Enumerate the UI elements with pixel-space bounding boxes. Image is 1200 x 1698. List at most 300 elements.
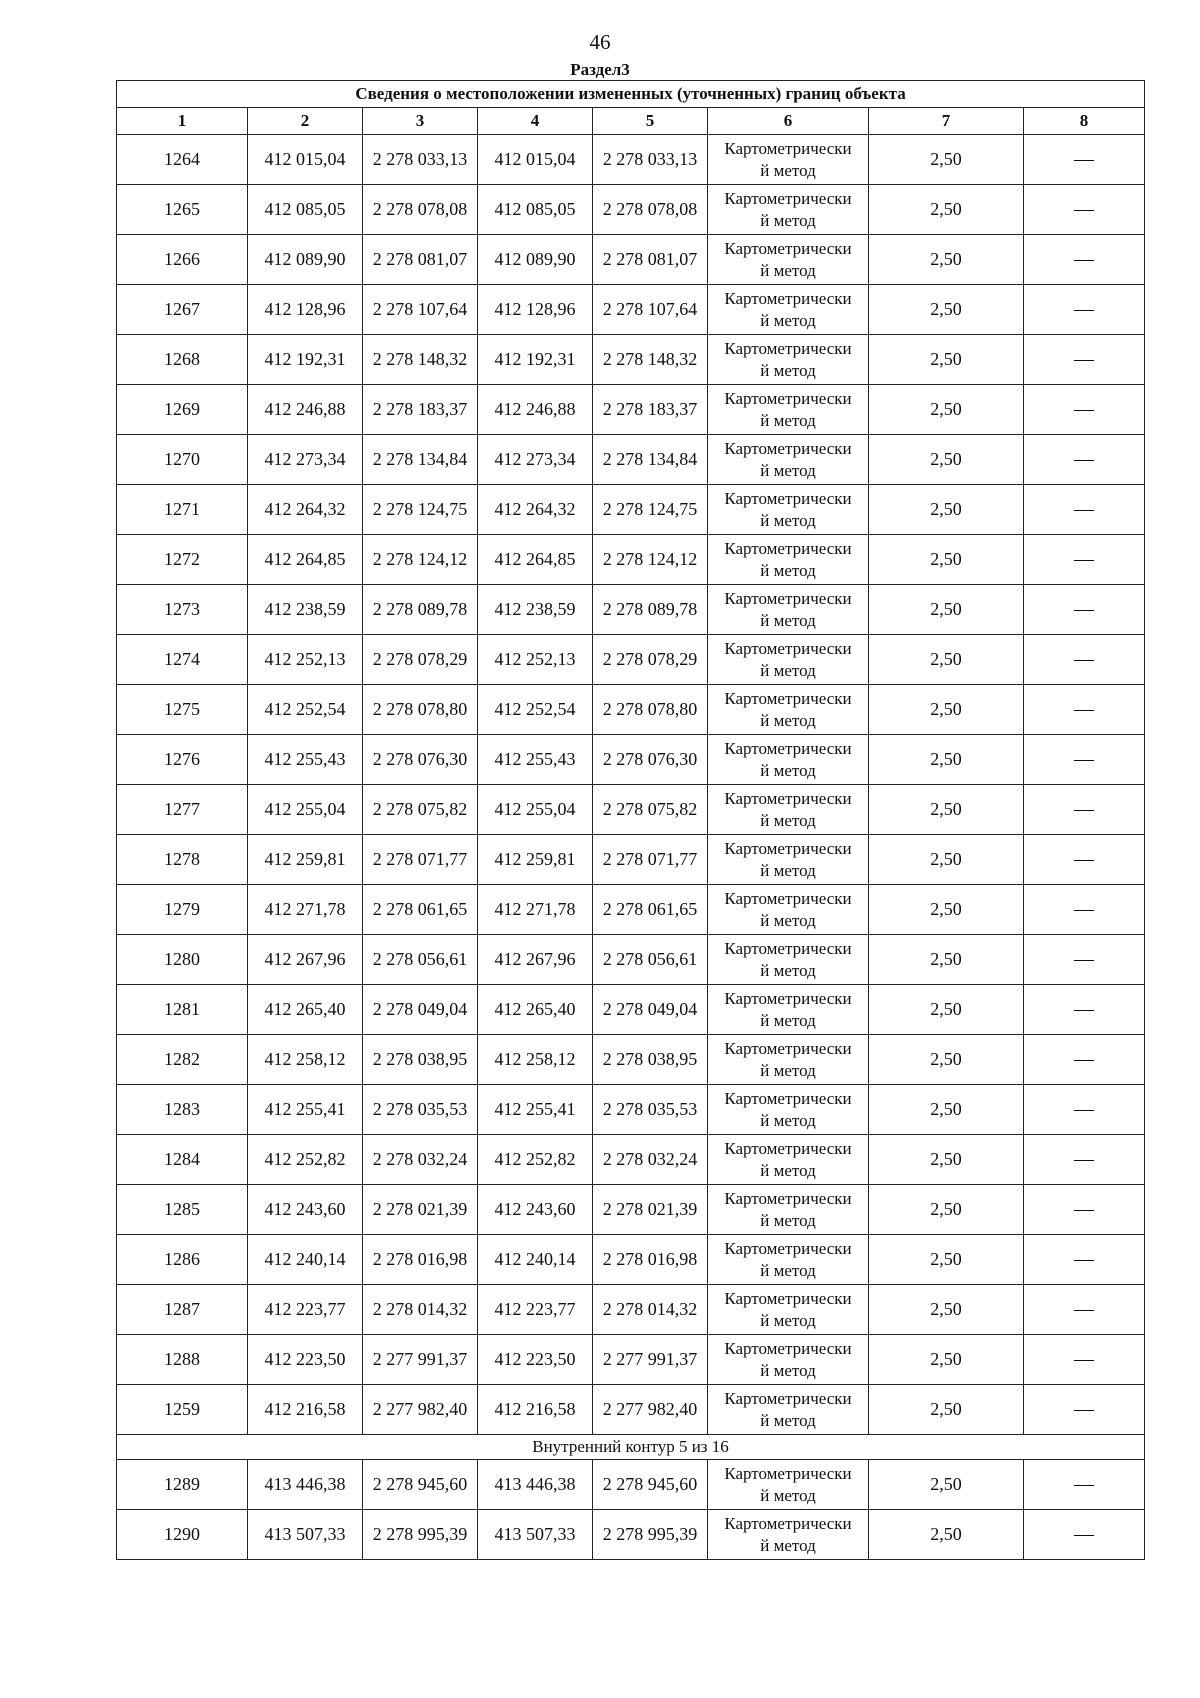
coord-y-refined: 2 278 014,32 bbox=[593, 1285, 708, 1335]
coord-y-existing: 2 278 071,77 bbox=[363, 835, 478, 885]
method-text-line1: Картометрически bbox=[724, 688, 852, 708]
coord-y-refined: 2 278 134,84 bbox=[593, 435, 708, 485]
point-number: 1277 bbox=[117, 785, 248, 835]
empty-dash: — bbox=[1024, 1335, 1145, 1385]
method-cell bbox=[708, 1185, 869, 1235]
method-text-line2: й метод bbox=[760, 760, 816, 780]
point-number: 1276 bbox=[117, 735, 248, 785]
coord-y-existing: 2 278 183,37 bbox=[363, 385, 478, 435]
method-cell bbox=[708, 985, 869, 1035]
column-number: 5 bbox=[593, 108, 708, 135]
coord-y-refined: 2 278 078,80 bbox=[593, 685, 708, 735]
coord-x-existing: 412 252,54 bbox=[248, 685, 363, 735]
method-text-line1: Картометрически bbox=[724, 138, 852, 158]
coord-y-refined: 2 278 124,75 bbox=[593, 485, 708, 535]
coord-x-existing: 412 085,05 bbox=[248, 185, 363, 235]
coord-x-existing: 412 264,85 bbox=[248, 535, 363, 585]
method-text-line1: Картометрически bbox=[724, 888, 852, 908]
coord-x-existing: 412 240,14 bbox=[248, 1235, 363, 1285]
method-text-line2: й метод bbox=[760, 610, 816, 630]
empty-dash: — bbox=[1024, 1085, 1145, 1135]
contour-section bbox=[117, 1435, 1145, 1460]
coord-x-existing: 412 223,77 bbox=[248, 1285, 363, 1335]
point-number: 1279 bbox=[117, 885, 248, 935]
coord-y-existing: 2 278 134,84 bbox=[363, 435, 478, 485]
accuracy-value: 2,50 bbox=[869, 1135, 1024, 1185]
table-row bbox=[117, 1185, 1145, 1235]
coord-x-refined: 412 246,88 bbox=[478, 385, 593, 435]
accuracy-value: 2,50 bbox=[869, 435, 1024, 485]
coord-y-refined: 2 278 021,39 bbox=[593, 1185, 708, 1235]
method-text-line1: Картометрически bbox=[724, 938, 852, 958]
coord-x-existing: 412 089,90 bbox=[248, 235, 363, 285]
method-text-line2: й метод bbox=[760, 1210, 816, 1230]
empty-dash: — bbox=[1024, 1185, 1145, 1235]
point-number: 1272 bbox=[117, 535, 248, 585]
coord-x-refined: 412 258,12 bbox=[478, 1035, 593, 1085]
table-row bbox=[117, 485, 1145, 535]
table-title: Сведения о местоположении измененных (уточненных) границ объекта bbox=[117, 81, 1145, 108]
method-cell bbox=[708, 535, 869, 585]
coord-x-existing: 412 192,31 bbox=[248, 335, 363, 385]
method-text-line1: Картометрически bbox=[724, 488, 852, 508]
accuracy-value: 2,50 bbox=[869, 1085, 1024, 1135]
accuracy-value: 2,50 bbox=[869, 1235, 1024, 1285]
empty-dash: — bbox=[1024, 1235, 1145, 1285]
method-cell bbox=[708, 585, 869, 635]
coord-x-refined: 412 252,82 bbox=[478, 1135, 593, 1185]
accuracy-value: 2,50 bbox=[869, 135, 1024, 185]
method-text-line2: й метод bbox=[760, 1485, 816, 1505]
coord-x-existing: 412 238,59 bbox=[248, 585, 363, 635]
coord-x-existing: 412 246,88 bbox=[248, 385, 363, 435]
coord-y-refined: 2 278 089,78 bbox=[593, 585, 708, 635]
accuracy-value: 2,50 bbox=[869, 335, 1024, 385]
method-text-line1: Картометрически bbox=[724, 1238, 852, 1258]
coord-y-refined: 2 278 035,53 bbox=[593, 1085, 708, 1135]
point-number: 1282 bbox=[117, 1035, 248, 1085]
point-number: 1267 bbox=[117, 285, 248, 335]
column-number: 2 bbox=[248, 108, 363, 135]
accuracy-value: 2,50 bbox=[869, 1185, 1024, 1235]
coord-x-refined: 412 271,78 bbox=[478, 885, 593, 935]
point-number: 1264 bbox=[117, 135, 248, 185]
empty-dash: — bbox=[1024, 185, 1145, 235]
column-number: 1 bbox=[117, 108, 248, 135]
accuracy-value: 2,50 bbox=[869, 285, 1024, 335]
point-number: 1278 bbox=[117, 835, 248, 885]
accuracy-value: 2,50 bbox=[869, 385, 1024, 435]
method-text-line2: й метод bbox=[760, 810, 816, 830]
method-text-line1: Картометрически bbox=[724, 1513, 852, 1533]
column-number: 7 bbox=[869, 108, 1024, 135]
table-row bbox=[117, 235, 1145, 285]
table-row bbox=[117, 1085, 1145, 1135]
accuracy-value: 2,50 bbox=[869, 685, 1024, 735]
method-text-line2: й метод bbox=[760, 310, 816, 330]
accuracy-value: 2,50 bbox=[869, 1335, 1024, 1385]
coord-y-existing: 2 278 124,75 bbox=[363, 485, 478, 535]
coord-y-existing: 2 278 056,61 bbox=[363, 935, 478, 985]
method-cell bbox=[708, 135, 869, 185]
empty-dash: — bbox=[1024, 485, 1145, 535]
coord-x-refined: 412 264,32 bbox=[478, 485, 593, 535]
accuracy-value: 2,50 bbox=[869, 635, 1024, 685]
coord-y-refined: 2 278 078,29 bbox=[593, 635, 708, 685]
point-number: 1266 bbox=[117, 235, 248, 285]
coord-x-existing: 412 271,78 bbox=[248, 885, 363, 935]
column-number: 8 bbox=[1024, 108, 1145, 135]
coord-x-refined: 412 252,13 bbox=[478, 635, 593, 685]
empty-dash: — bbox=[1024, 285, 1145, 335]
method-text-line2: й метод bbox=[760, 1360, 816, 1380]
point-number: 1274 bbox=[117, 635, 248, 685]
method-text-line2: й метод bbox=[760, 910, 816, 930]
method-text-line2: й метод bbox=[760, 1010, 816, 1030]
method-text-line2: й метод bbox=[760, 710, 816, 730]
table-row bbox=[117, 1335, 1145, 1385]
table-row bbox=[117, 885, 1145, 935]
method-text-line2: й метод bbox=[760, 960, 816, 980]
method-text-line1: Картометрически bbox=[724, 1188, 852, 1208]
point-number: 1289 bbox=[117, 1460, 248, 1510]
table-row bbox=[117, 635, 1145, 685]
table-row bbox=[117, 185, 1145, 235]
accuracy-value: 2,50 bbox=[869, 735, 1024, 785]
column-number: 3 bbox=[363, 108, 478, 135]
coord-x-refined: 412 267,96 bbox=[478, 935, 593, 985]
coord-x-refined: 412 252,54 bbox=[478, 685, 593, 735]
empty-dash: — bbox=[1024, 235, 1145, 285]
method-text-line1: Картометрически bbox=[724, 588, 852, 608]
coord-x-refined: 412 240,14 bbox=[478, 1235, 593, 1285]
coord-y-refined: 2 277 982,40 bbox=[593, 1385, 708, 1435]
table-row bbox=[117, 785, 1145, 835]
empty-dash: — bbox=[1024, 535, 1145, 585]
method-text-line1: Картометрически bbox=[724, 638, 852, 658]
method-text-line1: Картометрически bbox=[724, 1463, 852, 1483]
coord-y-existing: 2 277 982,40 bbox=[363, 1385, 478, 1435]
method-text-line1: Картометрически bbox=[724, 388, 852, 408]
coord-y-existing: 2 277 991,37 bbox=[363, 1335, 478, 1385]
coord-y-existing: 2 278 021,39 bbox=[363, 1185, 478, 1235]
accuracy-value: 2,50 bbox=[869, 1385, 1024, 1435]
table-row bbox=[117, 585, 1145, 635]
method-cell bbox=[708, 385, 869, 435]
coord-y-existing: 2 278 089,78 bbox=[363, 585, 478, 635]
contour-label: Внутренний контур 5 из 16 bbox=[117, 1435, 1145, 1460]
table-row bbox=[117, 1385, 1145, 1435]
coord-x-existing: 412 255,43 bbox=[248, 735, 363, 785]
method-text-line2: й метод bbox=[760, 1110, 816, 1130]
column-number-row bbox=[117, 108, 1145, 135]
coord-y-existing: 2 278 076,30 bbox=[363, 735, 478, 785]
coord-y-refined: 2 277 991,37 bbox=[593, 1335, 708, 1385]
table-row bbox=[117, 985, 1145, 1035]
method-cell bbox=[708, 235, 869, 285]
accuracy-value: 2,50 bbox=[869, 535, 1024, 585]
method-text-line1: Картометрически bbox=[724, 1138, 852, 1158]
empty-dash: — bbox=[1024, 985, 1145, 1035]
accuracy-value: 2,50 bbox=[869, 935, 1024, 985]
coord-y-existing: 2 278 945,60 bbox=[363, 1460, 478, 1510]
coord-y-refined: 2 278 075,82 bbox=[593, 785, 708, 835]
page-number: 46 bbox=[589, 30, 611, 54]
coord-x-existing: 412 265,40 bbox=[248, 985, 363, 1035]
coord-y-refined: 2 278 032,24 bbox=[593, 1135, 708, 1185]
empty-dash: — bbox=[1024, 635, 1145, 685]
coord-x-refined: 412 243,60 bbox=[478, 1185, 593, 1235]
point-number: 1275 bbox=[117, 685, 248, 735]
method-text-line2: й метод bbox=[760, 510, 816, 530]
contour-body bbox=[117, 1460, 1145, 1560]
coord-x-refined: 412 264,85 bbox=[478, 535, 593, 585]
coord-y-existing: 2 278 061,65 bbox=[363, 885, 478, 935]
coord-y-existing: 2 278 124,12 bbox=[363, 535, 478, 585]
accuracy-value: 2,50 bbox=[869, 1510, 1024, 1560]
point-number: 1290 bbox=[117, 1510, 248, 1560]
column-number: 4 bbox=[478, 108, 593, 135]
method-text-line1: Картометрически bbox=[724, 438, 852, 458]
coord-y-existing: 2 278 107,64 bbox=[363, 285, 478, 335]
method-text-line2: й метод bbox=[760, 160, 816, 180]
coord-x-refined: 412 216,58 bbox=[478, 1385, 593, 1435]
accuracy-value: 2,50 bbox=[869, 885, 1024, 935]
coord-x-existing: 412 216,58 bbox=[248, 1385, 363, 1435]
coordinates-table bbox=[116, 80, 1145, 1560]
empty-dash: — bbox=[1024, 1460, 1145, 1510]
coord-x-refined: 412 223,50 bbox=[478, 1335, 593, 1385]
coord-y-existing: 2 278 049,04 bbox=[363, 985, 478, 1035]
method-text-line2: й метод bbox=[760, 1310, 816, 1330]
coord-y-existing: 2 278 035,53 bbox=[363, 1085, 478, 1135]
method-text-line2: й метод bbox=[760, 460, 816, 480]
coord-y-refined: 2 278 071,77 bbox=[593, 835, 708, 885]
accuracy-value: 2,50 bbox=[869, 1285, 1024, 1335]
accuracy-value: 2,50 bbox=[869, 835, 1024, 885]
table-row bbox=[117, 835, 1145, 885]
table-row bbox=[117, 385, 1145, 435]
point-number: 1287 bbox=[117, 1285, 248, 1335]
method-cell bbox=[708, 1335, 869, 1385]
empty-dash: — bbox=[1024, 1385, 1145, 1435]
coord-y-refined: 2 278 016,98 bbox=[593, 1235, 708, 1285]
coord-x-refined: 412 128,96 bbox=[478, 285, 593, 335]
method-text-line2: й метод bbox=[760, 210, 816, 230]
coord-y-existing: 2 278 995,39 bbox=[363, 1510, 478, 1560]
empty-dash: — bbox=[1024, 335, 1145, 385]
coord-x-refined: 412 089,90 bbox=[478, 235, 593, 285]
coord-y-refined: 2 278 124,12 bbox=[593, 535, 708, 585]
point-number: 1283 bbox=[117, 1085, 248, 1135]
empty-dash: — bbox=[1024, 1035, 1145, 1085]
empty-dash: — bbox=[1024, 585, 1145, 635]
method-text-line1: Картометрически bbox=[724, 238, 852, 258]
method-text-line1: Картометрически bbox=[724, 188, 852, 208]
empty-dash: — bbox=[1024, 1285, 1145, 1335]
coord-y-existing: 2 278 033,13 bbox=[363, 135, 478, 185]
method-text-line1: Картометрически bbox=[724, 538, 852, 558]
method-cell bbox=[708, 485, 869, 535]
coord-y-existing: 2 278 032,24 bbox=[363, 1135, 478, 1185]
empty-dash: — bbox=[1024, 735, 1145, 785]
accuracy-value: 2,50 bbox=[869, 1460, 1024, 1510]
coord-y-refined: 2 278 107,64 bbox=[593, 285, 708, 335]
coord-y-existing: 2 278 078,80 bbox=[363, 685, 478, 735]
coord-y-refined: 2 278 945,60 bbox=[593, 1460, 708, 1510]
coord-y-existing: 2 278 078,08 bbox=[363, 185, 478, 235]
method-text-line2: й метод bbox=[760, 360, 816, 380]
accuracy-value: 2,50 bbox=[869, 235, 1024, 285]
method-cell bbox=[708, 685, 869, 735]
coord-y-refined: 2 278 081,07 bbox=[593, 235, 708, 285]
empty-dash: — bbox=[1024, 1135, 1145, 1185]
method-cell bbox=[708, 785, 869, 835]
coord-x-refined: 412 192,31 bbox=[478, 335, 593, 385]
table-body bbox=[117, 135, 1145, 1435]
coord-x-refined: 412 259,81 bbox=[478, 835, 593, 885]
method-text-line2: й метод bbox=[760, 260, 816, 280]
empty-dash: — bbox=[1024, 385, 1145, 435]
method-text-line2: й метод bbox=[760, 660, 816, 680]
point-number: 1273 bbox=[117, 585, 248, 635]
section-label: Раздел3 bbox=[570, 60, 630, 79]
table-row bbox=[117, 435, 1145, 485]
coord-x-existing: 412 258,12 bbox=[248, 1035, 363, 1085]
method-cell bbox=[708, 1235, 869, 1285]
method-cell bbox=[708, 735, 869, 785]
coord-y-refined: 2 278 148,32 bbox=[593, 335, 708, 385]
coord-y-existing: 2 278 148,32 bbox=[363, 335, 478, 385]
accuracy-value: 2,50 bbox=[869, 185, 1024, 235]
point-number: 1288 bbox=[117, 1335, 248, 1385]
point-number: 1265 bbox=[117, 185, 248, 235]
table-row bbox=[117, 1285, 1145, 1335]
table-row bbox=[117, 1035, 1145, 1085]
method-cell bbox=[708, 635, 869, 685]
coord-y-refined: 2 278 049,04 bbox=[593, 985, 708, 1035]
table-row bbox=[117, 735, 1145, 785]
coord-y-existing: 2 278 016,98 bbox=[363, 1235, 478, 1285]
method-cell bbox=[708, 185, 869, 235]
coord-x-refined: 412 265,40 bbox=[478, 985, 593, 1035]
method-text-line2: й метод bbox=[760, 1060, 816, 1080]
point-number: 1280 bbox=[117, 935, 248, 985]
method-text-line2: й метод bbox=[760, 1410, 816, 1430]
empty-dash: — bbox=[1024, 685, 1145, 735]
method-text-line2: й метод bbox=[760, 860, 816, 880]
point-number: 1286 bbox=[117, 1235, 248, 1285]
coord-x-existing: 412 015,04 bbox=[248, 135, 363, 185]
coord-y-refined: 2 278 056,61 bbox=[593, 935, 708, 985]
point-number: 1271 bbox=[117, 485, 248, 535]
empty-dash: — bbox=[1024, 435, 1145, 485]
accuracy-value: 2,50 bbox=[869, 785, 1024, 835]
table-row bbox=[117, 535, 1145, 585]
method-text-line1: Картометрически bbox=[724, 1088, 852, 1108]
coord-x-refined: 412 255,43 bbox=[478, 735, 593, 785]
method-cell bbox=[708, 1460, 869, 1510]
method-text-line1: Картометрически bbox=[724, 288, 852, 308]
coord-x-refined: 412 223,77 bbox=[478, 1285, 593, 1335]
coord-y-refined: 2 278 076,30 bbox=[593, 735, 708, 785]
method-cell bbox=[708, 435, 869, 485]
coord-x-refined: 412 085,05 bbox=[478, 185, 593, 235]
method-text-line1: Картометрически bbox=[724, 1338, 852, 1358]
coord-x-refined: 412 255,41 bbox=[478, 1085, 593, 1135]
table-row bbox=[117, 685, 1145, 735]
empty-dash: — bbox=[1024, 135, 1145, 185]
coord-y-existing: 2 278 081,07 bbox=[363, 235, 478, 285]
method-text-line2: й метод bbox=[760, 1535, 816, 1555]
method-cell bbox=[708, 1085, 869, 1135]
method-text-line1: Картометрически bbox=[724, 838, 852, 858]
method-cell bbox=[708, 1135, 869, 1185]
coord-x-refined: 412 273,34 bbox=[478, 435, 593, 485]
point-number: 1285 bbox=[117, 1185, 248, 1235]
method-text-line2: й метод bbox=[760, 410, 816, 430]
method-cell bbox=[708, 885, 869, 935]
method-cell bbox=[708, 935, 869, 985]
table-row bbox=[117, 135, 1145, 185]
coord-y-existing: 2 278 078,29 bbox=[363, 635, 478, 685]
coord-y-refined: 2 278 995,39 bbox=[593, 1510, 708, 1560]
method-cell bbox=[708, 1285, 869, 1335]
method-text-line2: й метод bbox=[760, 560, 816, 580]
method-cell bbox=[708, 1385, 869, 1435]
coord-x-existing: 412 255,41 bbox=[248, 1085, 363, 1135]
coord-x-existing: 412 267,96 bbox=[248, 935, 363, 985]
coord-x-existing: 412 252,82 bbox=[248, 1135, 363, 1185]
empty-dash: — bbox=[1024, 885, 1145, 935]
method-text-line1: Картометрически bbox=[724, 338, 852, 358]
point-number: 1268 bbox=[117, 335, 248, 385]
table-row bbox=[117, 1235, 1145, 1285]
coord-y-refined: 2 278 033,13 bbox=[593, 135, 708, 185]
method-cell bbox=[708, 835, 869, 885]
coord-x-existing: 412 243,60 bbox=[248, 1185, 363, 1235]
accuracy-value: 2,50 bbox=[869, 585, 1024, 635]
coord-y-existing: 2 278 014,32 bbox=[363, 1285, 478, 1335]
method-cell bbox=[708, 285, 869, 335]
coord-y-refined: 2 278 183,37 bbox=[593, 385, 708, 435]
table-row bbox=[117, 935, 1145, 985]
coord-x-existing: 412 252,13 bbox=[248, 635, 363, 685]
coord-y-refined: 2 278 061,65 bbox=[593, 885, 708, 935]
empty-dash: — bbox=[1024, 785, 1145, 835]
table-row bbox=[117, 285, 1145, 335]
coord-y-existing: 2 278 038,95 bbox=[363, 1035, 478, 1085]
method-cell bbox=[708, 335, 869, 385]
table-row bbox=[117, 1460, 1145, 1510]
accuracy-value: 2,50 bbox=[869, 1035, 1024, 1085]
point-number: 1259 bbox=[117, 1385, 248, 1435]
point-number: 1269 bbox=[117, 385, 248, 435]
method-cell bbox=[708, 1510, 869, 1560]
coord-y-existing: 2 278 075,82 bbox=[363, 785, 478, 835]
coord-y-refined: 2 278 078,08 bbox=[593, 185, 708, 235]
table-row bbox=[117, 335, 1145, 385]
coord-x-refined: 413 446,38 bbox=[478, 1460, 593, 1510]
coord-x-existing: 412 273,34 bbox=[248, 435, 363, 485]
point-number: 1281 bbox=[117, 985, 248, 1035]
coord-x-existing: 412 259,81 bbox=[248, 835, 363, 885]
method-cell bbox=[708, 1035, 869, 1085]
method-text-line1: Картометрически bbox=[724, 1388, 852, 1408]
empty-dash: — bbox=[1024, 935, 1145, 985]
empty-dash: — bbox=[1024, 1510, 1145, 1560]
coord-x-refined: 412 015,04 bbox=[478, 135, 593, 185]
